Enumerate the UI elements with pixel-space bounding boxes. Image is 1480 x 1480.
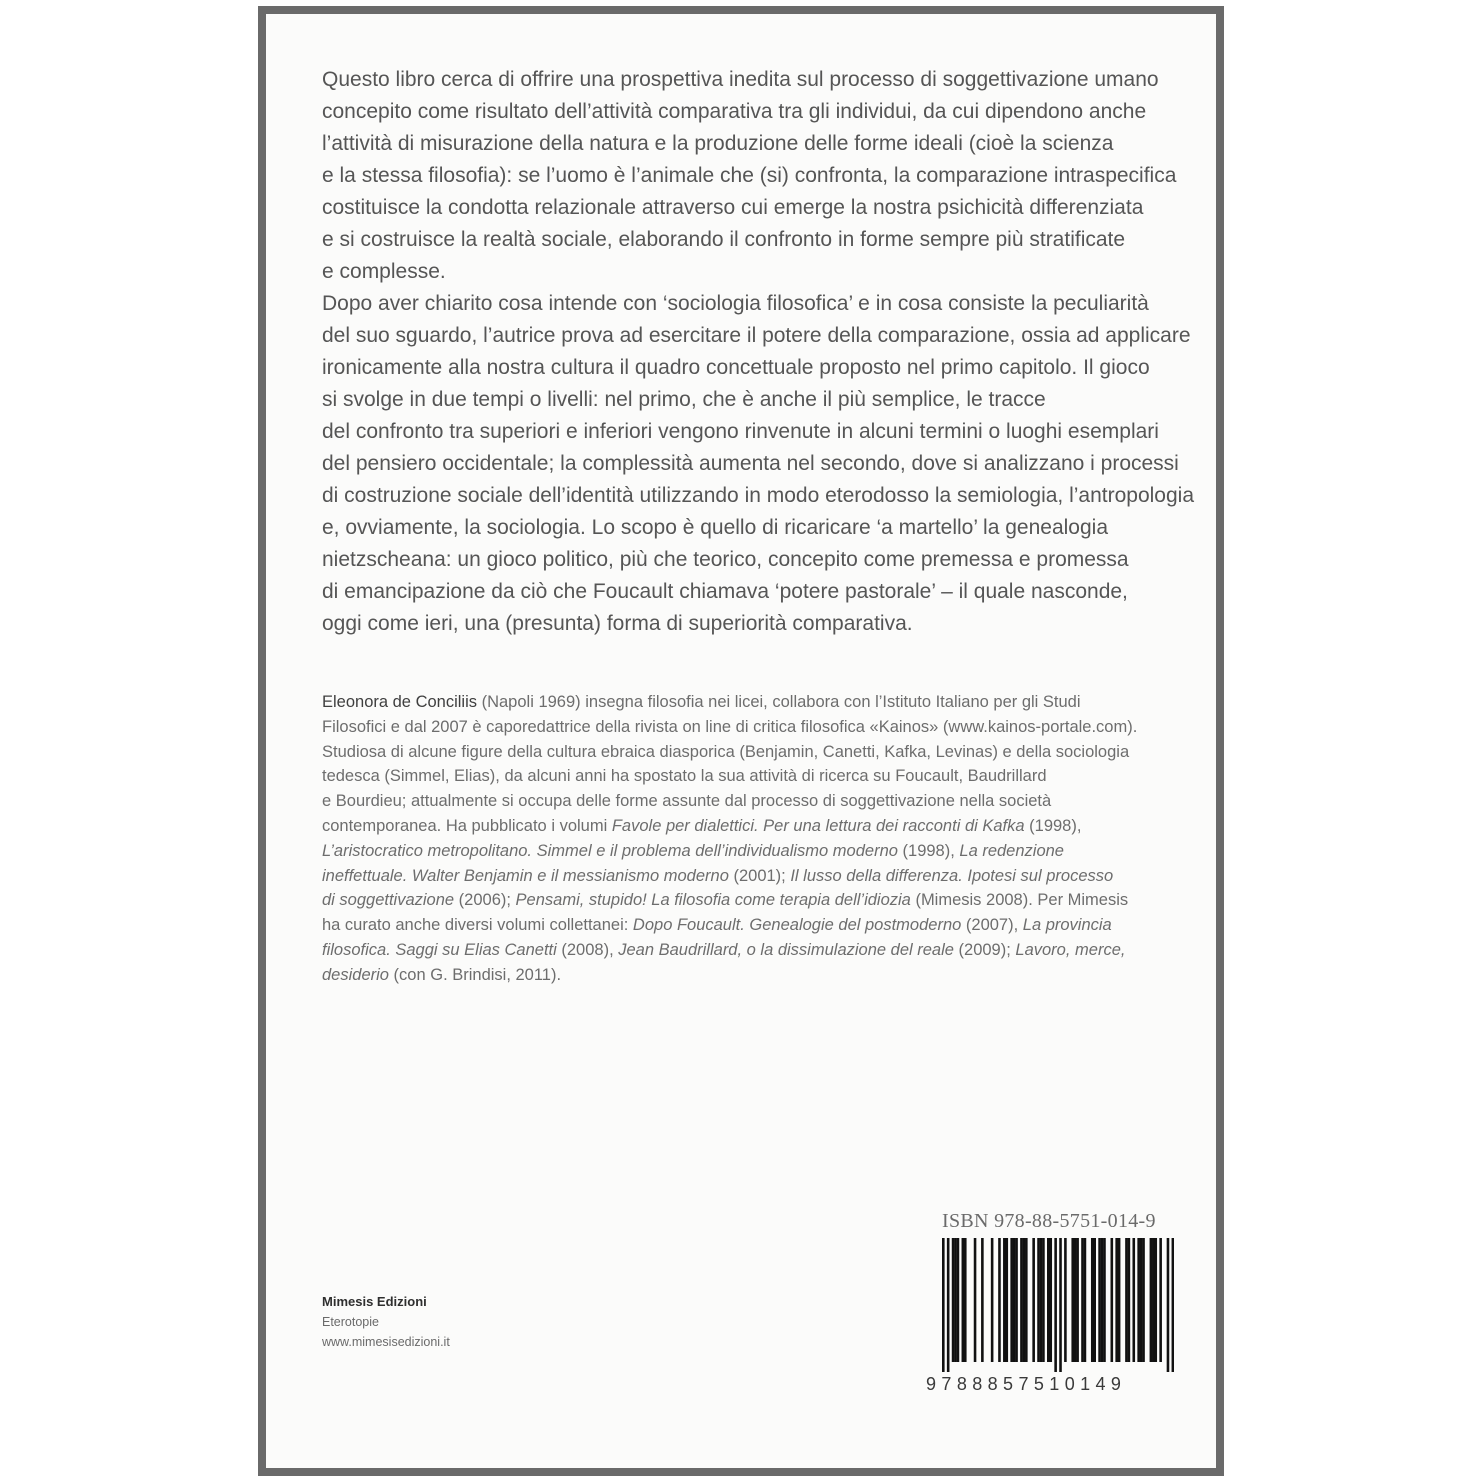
publisher-block xyxy=(322,1292,450,1352)
blurb-line: ironicamente alla nostra cultura il quadro concettuale proposto nel primo capitolo. Il gioco xyxy=(322,356,1150,379)
barcode-bar xyxy=(957,1238,960,1362)
bio-line xyxy=(322,888,1182,913)
barcode-bar xyxy=(964,1238,967,1362)
blurb-text xyxy=(322,64,1195,640)
blurb-line: nietzscheana: un gioco politico, più che teorico, concepito come premessa e promessa xyxy=(322,548,1129,571)
bio-text: (Mimesis 2008). Per Mimesis xyxy=(910,891,1129,910)
barcode-digits: 9788857510149 xyxy=(926,1374,1127,1394)
barcode-bar xyxy=(1137,1238,1140,1362)
barcode-bar xyxy=(1005,1238,1008,1362)
bio-line xyxy=(322,814,1182,839)
blurb-line: e la stessa filosofia): se l’uomo è l’animale che (si) confronta, la comparazione intraspecifica xyxy=(322,164,1177,187)
bio-line xyxy=(322,938,1182,963)
barcode-bar xyxy=(1076,1238,1079,1362)
barcode-icon xyxy=(942,1238,1174,1372)
barcode-bar xyxy=(1054,1238,1057,1372)
bio-text: contemporanea. Ha pubblicato i volumi xyxy=(322,816,612,835)
barcode-bar xyxy=(1037,1238,1040,1362)
book-title: ineffettuale. Walter Benjamin e il messianismo moderno xyxy=(322,866,729,885)
book-title: La provincia xyxy=(1022,916,1112,935)
barcode-bar xyxy=(1059,1238,1062,1372)
barcode-bar xyxy=(1042,1238,1045,1362)
barcode-bar xyxy=(1071,1238,1074,1362)
book-title: Lavoro, merce, xyxy=(1015,940,1126,959)
blurb-line: del confronto tra superiori e inferiori vengono rinvenute in alcuni termini o luoghi esemplari xyxy=(322,420,1159,443)
barcode-bar xyxy=(1084,1238,1087,1362)
barcode-bar xyxy=(1118,1238,1121,1362)
author-bio xyxy=(322,690,1182,988)
book-title: desiderio xyxy=(322,965,389,984)
book-back-cover-frame xyxy=(258,6,1224,1476)
barcode-bar xyxy=(1142,1238,1145,1362)
barcode-bar xyxy=(1167,1238,1170,1372)
bio-text: (Napoli 1969) insegna filosofia nei licei, collabora con l’Istituto Italiano per gli Studi xyxy=(477,693,1081,711)
barcode-bar xyxy=(1159,1238,1162,1362)
book-title: Favole per dialettici. Per una lettura dei racconti di Kafka xyxy=(611,816,1025,835)
barcode-bar xyxy=(1152,1238,1155,1362)
bio-line: Studiosa di alcune figure della cultura ebraica diasporica (Benjamin, Canetti, Kafka, Levinas) e della sociologia xyxy=(322,742,1130,761)
book-title: L’aristocratico metropolitano. Simmel e il problema dell’individualismo moderno xyxy=(322,841,898,860)
barcode-bar xyxy=(962,1238,965,1362)
barcode-bar xyxy=(1093,1238,1096,1362)
barcode-bar xyxy=(1010,1238,1013,1362)
book-title: filosofica. Saggi su Elias Canetti xyxy=(322,940,557,959)
book-title: Pensami, stupido! La filosofia come terapia dell’idiozia xyxy=(515,891,911,910)
book-title: Jean Baudrillard, o la dissimulazione del reale xyxy=(618,940,954,959)
blurb-line: del pensiero occidentale; la complessità aumenta nel secondo, dove si analizzano i processi xyxy=(322,452,1179,475)
barcode-bar xyxy=(1140,1238,1143,1362)
barcode-bar xyxy=(974,1238,977,1362)
bio-text: (con G. Brindisi, 2011). xyxy=(388,965,562,984)
bio-line xyxy=(322,963,1182,988)
blurb-line: oggi come ieri, una (presunta) forma di superiorità comparativa. xyxy=(322,612,913,635)
blurb-line: l’attività di misurazione della natura e la produzione delle forme ideali (cioè la scienza xyxy=(322,132,1114,155)
barcode-bar xyxy=(1150,1238,1153,1362)
barcode-bar xyxy=(1101,1238,1104,1362)
barcode-bar xyxy=(991,1238,994,1362)
barcode-bar xyxy=(1172,1238,1174,1372)
barcode-bar xyxy=(981,1238,984,1362)
book-title: Il lusso della differenza. Ipotesi sul processo xyxy=(790,866,1114,885)
bio-text: (1998), xyxy=(1024,816,1082,835)
barcode-bar xyxy=(1125,1238,1128,1362)
blurb-line: costituisce la condotta relazionale attraverso cui emerge la nostra psichicità differenziata xyxy=(322,196,1144,219)
barcode-bar xyxy=(942,1238,945,1372)
blurb-line: e si costruisce la realtà sociale, elaborando il confronto in forme sempre più stratificate xyxy=(322,228,1126,251)
barcode-bar xyxy=(1098,1238,1101,1362)
barcode-bar xyxy=(1132,1238,1135,1362)
bio-line xyxy=(322,690,1182,715)
barcode-bar xyxy=(1091,1238,1094,1362)
barcode-bar xyxy=(1020,1238,1023,1362)
barcode-bar xyxy=(1040,1238,1043,1362)
barcode-bar xyxy=(1003,1238,1006,1362)
barcode-bar xyxy=(1064,1238,1067,1362)
series-name: Eterotopie xyxy=(322,1315,379,1329)
blurb-line: e, ovviamente, la sociologia. Lo scopo è quello di ricaricare ‘a martello’ la genealogia xyxy=(322,516,1109,539)
barcode-bar xyxy=(954,1238,957,1362)
book-title: La redenzione xyxy=(959,841,1064,860)
publisher-website: www.mimesisedizioni.it xyxy=(322,1335,450,1349)
blurb-line: di costruzione sociale dell’identità utilizzando in modo eterodosso la semiologia, l’antropologia xyxy=(322,484,1195,507)
bio-text: (2009); xyxy=(953,940,1016,959)
book-back-cover xyxy=(266,14,1216,1468)
barcode-bar xyxy=(1128,1238,1131,1362)
bio-line: e Bourdieu; attualmente si occupa delle forme assunte dal processo di soggettivazione nella società xyxy=(322,792,1052,811)
barcode-bar xyxy=(998,1238,1001,1362)
isbn-label: ISBN 978-88-5751-014-9 xyxy=(942,1210,1156,1232)
author-name: Eleonora de Conciliis xyxy=(322,693,478,711)
barcode-bar xyxy=(1111,1238,1114,1362)
book-title: di soggettivazione xyxy=(322,891,455,910)
bio-line xyxy=(322,913,1182,938)
barcode-bar xyxy=(1023,1238,1026,1362)
bio-text: (2006); xyxy=(454,891,516,910)
bio-text: (2001); xyxy=(728,866,791,885)
barcode-bar xyxy=(1015,1238,1018,1362)
blurb-line: di emancipazione da ciò che Foucault chiamava ‘potere pastorale’ – il quale nasconde, xyxy=(322,580,1128,603)
book-title: Dopo Foucault. Genealogie del postmoderno xyxy=(632,916,962,935)
barcode-bar xyxy=(1081,1238,1084,1362)
blurb-line: si svolge in due tempi o livelli: nel primo, che è anche il più semplice, le tracce xyxy=(322,388,1046,411)
publisher-name: Mimesis Edizioni xyxy=(322,1294,427,1309)
barcode-bar xyxy=(1103,1238,1106,1362)
blurb-line: Questo libro cerca di offrire una prospettiva inedita sul processo di soggettivazione umano xyxy=(322,68,1159,91)
barcode-bar xyxy=(1074,1238,1077,1362)
bio-text: (1998), xyxy=(897,841,960,860)
barcode-bar xyxy=(1025,1238,1028,1362)
blurb-line: e complesse. xyxy=(322,260,446,283)
barcode-bar xyxy=(1047,1238,1050,1362)
blurb-line: del suo sguardo, l’autrice prova ad esercitare il potere della comparazione, ossia ad applicare xyxy=(322,324,1191,347)
barcode-bar xyxy=(952,1238,955,1362)
barcode-bar xyxy=(1049,1238,1052,1362)
barcode-bar xyxy=(947,1238,950,1372)
bio-line xyxy=(322,839,1182,864)
blurb-line: concepito come risultato dell’attività comparativa tra gli individui, da cui dipendono anche xyxy=(322,100,1147,123)
bio-text: (2008), xyxy=(556,940,619,959)
barcode-bar xyxy=(1115,1238,1118,1362)
blurb-line: Dopo aver chiarito cosa intende con ‘sociologia filosofica’ e in cosa consiste la peculiarità xyxy=(322,292,1149,315)
bio-line: Filosofici e dal 2007 è caporedattrice della rivista on line di critica filosofica «Kainos» (www.kainos-portale.com). xyxy=(322,717,1138,736)
bio-text: ha curato anche diversi volumi collettanei: xyxy=(322,916,633,935)
barcode-bar xyxy=(1154,1238,1157,1362)
bio-line xyxy=(322,864,1182,889)
barcode-bar xyxy=(1013,1238,1016,1362)
barcode-bar xyxy=(1032,1238,1035,1362)
bio-text: (2007), xyxy=(961,916,1023,935)
bio-line: tedesca (Simmel, Elias), da alcuni anni ha spostato la sua attività di ricerca su Foucault, Baudrillard xyxy=(322,767,1047,786)
